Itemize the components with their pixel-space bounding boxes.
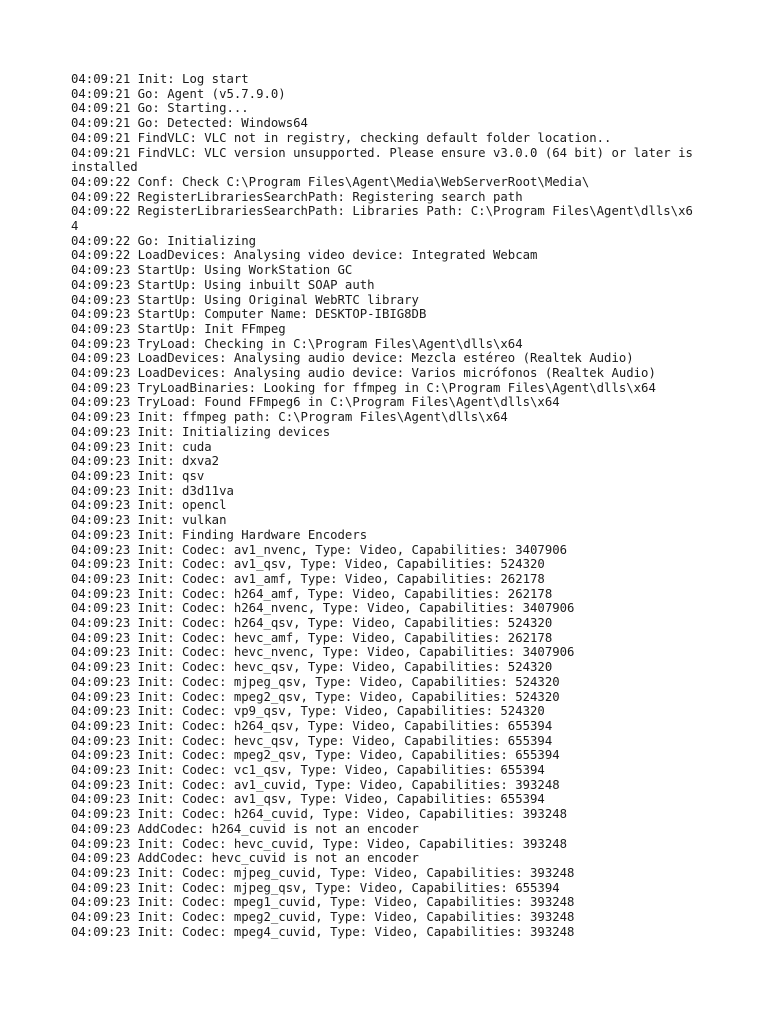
log-line: 04:09:23 Init: Finding Hardware Encoders — [71, 527, 368, 542]
log-line: 04:09:23 Init: ffmpeg path: C:\Program Files\Agent\dlls\x64 — [71, 410, 508, 425]
log-line: 04:09:23 Init: Codec: av1_nvenc, Type: Video, Capabilities: 3407906 — [71, 542, 568, 557]
log-line: 04:09:23 Init: Initializing devices — [71, 424, 331, 439]
log-line: 04:09:23 StartUp: Using inbuilt SOAP auth — [71, 277, 375, 292]
log-line: 04:09:23 Init: Codec: hevc_nvenc, Type: Video, Capabilities: 3407906 — [71, 645, 575, 660]
log-line: 04:09:21 Go: Detected: Windows64 — [71, 116, 308, 131]
log-line: 04:09:23 Init: Codec: hevc_qsv, Type: Video, Capabilities: 655394 — [71, 733, 553, 748]
log-line: 04:09:23 StartUp: Using Original WebRTC library — [71, 292, 419, 307]
log-line: 04:09:23 Init: Codec: hevc_qsv, Type: Video, Capabilities: 524320 — [71, 660, 553, 675]
log-line: 04:09:21 FindVLC: VLC not in registry, checking default folder location.. — [71, 130, 612, 145]
log-line: 04:09:23 Init: Codec: av1_qsv, Type: Video, Capabilities: 655394 — [71, 792, 545, 807]
log-line: 04:09:23 LoadDevices: Analysing audio device: Mezcla estéreo (Realtek Audio) — [71, 351, 634, 366]
log-line: 04:09:22 RegisterLibrariesSearchPath: Registering search path — [71, 189, 523, 204]
log-line: 04:09:23 Init: Codec: mpeg4_cuvid, Type: Video, Capabilities: 393248 — [71, 924, 575, 939]
log-line: 04:09:22 Conf: Check C:\Program Files\Agent\Media\WebServerRoot\Media\ — [71, 174, 590, 189]
log-line: 04:09:22 Go: Initializing — [71, 233, 257, 248]
log-line: 04:09:23 Init: Codec: vp9_qsv, Type: Video, Capabilities: 524320 — [71, 704, 545, 719]
log-line: 04:09:23 StartUp: Computer Name: DESKTOP-IBIG8DB — [71, 307, 427, 322]
log-line: 04:09:23 AddCodec: h264_cuvid is not an encoder — [71, 821, 419, 836]
log-line: 04:09:23 Init: Codec: hevc_amf, Type: Video, Capabilities: 262178 — [71, 630, 553, 645]
log-line: 04:09:23 Init: vulkan — [71, 513, 227, 528]
log-line: 04:09:23 AddCodec: hevc_cuvid is not an encoder — [71, 851, 419, 866]
log-line: 04:09:23 Init: dxva2 — [71, 454, 220, 469]
log-line: 04:09:23 Init: Codec: av1_amf, Type: Video, Capabilities: 262178 — [71, 571, 545, 586]
log-text-block — [71, 72, 699, 939]
log-line: 04:09:23 LoadDevices: Analysing audio device: Varios micrófonos (Realtek Audio) — [71, 366, 656, 381]
log-line: 04:09:23 Init: Codec: vc1_qsv, Type: Video, Capabilities: 655394 — [71, 763, 545, 778]
log-line: 04:09:21 Go: Starting... — [71, 101, 249, 116]
log-line: 04:09:23 Init: Codec: mpeg2_qsv, Type: Video, Capabilities: 524320 — [71, 689, 560, 704]
log-line: 04:09:22 RegisterLibrariesSearchPath: Libraries Path: C:\Program Files\Agent\dlls\x64 — [71, 204, 693, 234]
log-line: 04:09:23 Init: Codec: mpeg2_qsv, Type: Video, Capabilities: 655394 — [71, 748, 560, 763]
log-line: 04:09:23 Init: Codec: h264_qsv, Type: Video, Capabilities: 524320 — [71, 616, 553, 631]
log-line: 04:09:23 TryLoad: Found FFmpeg6 in C:\Program Files\Agent\dlls\x64 — [71, 395, 560, 410]
log-line: 04:09:23 Init: Codec: av1_cuvid, Type: Video, Capabilities: 393248 — [71, 777, 560, 792]
log-line: 04:09:23 Init: Codec: av1_qsv, Type: Video, Capabilities: 524320 — [71, 557, 545, 572]
log-line: 04:09:23 Init: Codec: mjpeg_qsv, Type: Video, Capabilities: 524320 — [71, 674, 560, 689]
log-line: 04:09:23 StartUp: Using WorkStation GC — [71, 263, 353, 278]
log-line: 04:09:23 Init: Codec: h264_cuvid, Type: Video, Capabilities: 393248 — [71, 807, 568, 822]
log-line: 04:09:21 FindVLC: VLC version unsupported. Please ensure v3.0.0 (64 bit) or later is installed — [71, 145, 701, 175]
log-line: 04:09:22 LoadDevices: Analysing video device: Integrated Webcam — [71, 248, 538, 263]
log-line: 04:09:23 TryLoadBinaries: Looking for ffmpeg in C:\Program Files\Agent\dlls\x64 — [71, 380, 656, 395]
log-line: 04:09:23 Init: Codec: hevc_cuvid, Type: Video, Capabilities: 393248 — [71, 836, 568, 851]
log-line: 04:09:23 TryLoad: Checking in C:\Program Files\Agent\dlls\x64 — [71, 336, 523, 351]
log-line: 04:09:23 Init: Codec: mjpeg_qsv, Type: Video, Capabilities: 655394 — [71, 880, 560, 895]
log-line: 04:09:23 Init: d3d11va — [71, 483, 234, 498]
log-line: 04:09:21 Go: Agent (v5.7.9.0) — [71, 86, 286, 101]
log-line: 04:09:23 Init: Codec: h264_qsv, Type: Video, Capabilities: 655394 — [71, 718, 553, 733]
log-line: 04:09:23 Init: opencl — [71, 498, 227, 513]
log-line: 04:09:23 Init: Codec: h264_nvenc, Type: Video, Capabilities: 3407906 — [71, 601, 575, 616]
log-line: 04:09:23 Init: Codec: mpeg2_cuvid, Type: Video, Capabilities: 393248 — [71, 910, 575, 925]
log-line: 04:09:21 Init: Log start — [71, 72, 249, 86]
log-line: 04:09:23 StartUp: Init FFmpeg — [71, 321, 286, 336]
log-line: 04:09:23 Init: Codec: mpeg1_cuvid, Type: Video, Capabilities: 393248 — [71, 895, 575, 910]
log-line: 04:09:23 Init: qsv — [71, 468, 205, 483]
log-line: 04:09:23 Init: cuda — [71, 439, 212, 454]
log-line: 04:09:23 Init: Codec: h264_amf, Type: Video, Capabilities: 262178 — [71, 586, 553, 601]
log-line: 04:09:23 Init: Codec: mjpeg_cuvid, Type: Video, Capabilities: 393248 — [71, 865, 575, 880]
